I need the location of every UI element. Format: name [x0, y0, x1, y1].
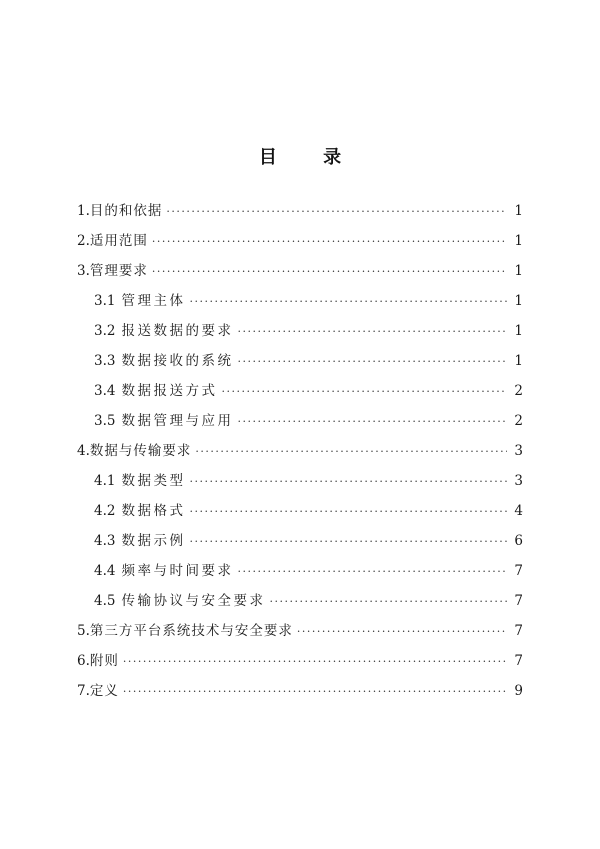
toc-entry	[77, 616, 523, 646]
toc-entry-number: 5.	[77, 623, 90, 639]
toc-entry-page: 4	[514, 503, 523, 519]
table-of-contents	[77, 196, 523, 706]
toc-entry-page: 7	[514, 593, 523, 609]
toc-dot-leader	[237, 557, 507, 587]
toc-entry-number: 4.4	[94, 563, 116, 579]
toc-entry-page: 1	[514, 203, 523, 219]
toc-entry-title: 数据与传输要求	[89, 443, 192, 459]
toc-entry-number: 3.3	[94, 353, 116, 369]
toc-entry-number: 3.1	[94, 293, 116, 309]
toc-entry	[77, 556, 523, 586]
toc-dot-leader	[221, 377, 507, 407]
toc-entry-title: 适用范围	[89, 233, 148, 249]
toc-dot-leader	[237, 407, 507, 437]
toc-entry-number: 4.5	[94, 593, 116, 609]
toc-entry-number: 4.	[77, 443, 90, 459]
toc-entry	[77, 406, 523, 436]
toc-entry-page: 1	[514, 323, 523, 339]
toc-dot-leader	[297, 617, 507, 647]
toc-entry-page: 1	[514, 293, 523, 309]
toc-entry-page: 1	[514, 353, 523, 369]
toc-entry	[77, 196, 523, 226]
toc-dot-leader	[152, 257, 507, 287]
toc-entry-page: 6	[514, 533, 523, 549]
toc-entry	[77, 586, 523, 616]
toc-entry-number: 4.2	[94, 503, 116, 519]
toc-dot-leader	[189, 467, 507, 497]
toc-dot-leader	[123, 647, 507, 677]
toc-entry-number: 4.1	[94, 473, 116, 489]
toc-entry	[77, 496, 523, 526]
toc-entry	[77, 226, 523, 256]
toc-entry	[77, 676, 523, 706]
toc-entry-title: 数据示例	[121, 533, 186, 549]
toc-entry	[77, 646, 523, 676]
toc-entry-title: 数据报送方式	[121, 383, 218, 399]
toc-entry-title: 报送数据的要求	[121, 323, 234, 339]
toc-entry-page: 1	[514, 263, 523, 279]
toc-entry-title: 定义	[89, 683, 119, 699]
toc-entry-page: 9	[514, 683, 523, 699]
toc-entry-page: 7	[514, 653, 523, 669]
toc-entry-page: 7	[514, 623, 523, 639]
toc-dot-leader	[237, 347, 507, 377]
toc-dot-leader	[237, 317, 507, 347]
toc-entry-page: 7	[514, 563, 523, 579]
toc-dot-leader	[123, 677, 507, 707]
toc-entry-number: 3.	[77, 263, 90, 279]
toc-entry-title: 数据接收的系统	[121, 353, 234, 369]
toc-entry-page: 2	[514, 383, 523, 399]
toc-entry-title: 第三方平台系统技术与安全要求	[89, 623, 293, 639]
toc-entry-number: 2.	[77, 233, 90, 249]
toc-entry-number: 7.	[77, 683, 90, 699]
toc-entry	[77, 316, 523, 346]
toc-entry-title: 附则	[89, 653, 119, 669]
toc-entry-title: 数据管理与应用	[121, 413, 234, 429]
toc-dot-leader	[152, 227, 507, 257]
toc-entry-title: 传输协议与安全要求	[121, 593, 266, 609]
toc-entry	[77, 256, 523, 286]
toc-dot-leader	[189, 497, 507, 527]
toc-entry-title: 数据格式	[121, 503, 186, 519]
toc-title: 目 录	[258, 147, 362, 168]
toc-entry-page: 3	[514, 473, 523, 489]
toc-entry	[77, 286, 523, 316]
toc-dot-leader	[269, 587, 507, 617]
toc-entry-page: 3	[514, 443, 523, 459]
toc-entry-title: 频率与时间要求	[121, 563, 234, 579]
toc-entry-number: 4.3	[94, 533, 116, 549]
toc-entry	[77, 346, 523, 376]
toc-entry-number: 3.4	[94, 383, 116, 399]
toc-dot-leader	[195, 437, 507, 467]
toc-entry-page: 1	[514, 233, 523, 249]
toc-entry	[77, 436, 523, 466]
toc-entry-number: 3.5	[94, 413, 116, 429]
toc-entry-page: 2	[514, 413, 523, 429]
toc-dot-leader	[189, 287, 507, 317]
toc-entry-number: 3.2	[94, 323, 116, 339]
toc-entry-title: 管理主体	[121, 293, 186, 309]
toc-entry	[77, 376, 523, 406]
toc-entry-title: 数据类型	[121, 473, 186, 489]
toc-entry	[77, 526, 523, 556]
toc-entry-number: 1.	[77, 203, 90, 219]
toc-entry	[77, 466, 523, 496]
toc-entry-title: 管理要求	[89, 263, 148, 279]
toc-dot-leader	[166, 197, 507, 227]
toc-entry-title: 目的和依据	[89, 203, 163, 219]
toc-dot-leader	[189, 527, 507, 557]
toc-entry-number: 6.	[77, 653, 90, 669]
